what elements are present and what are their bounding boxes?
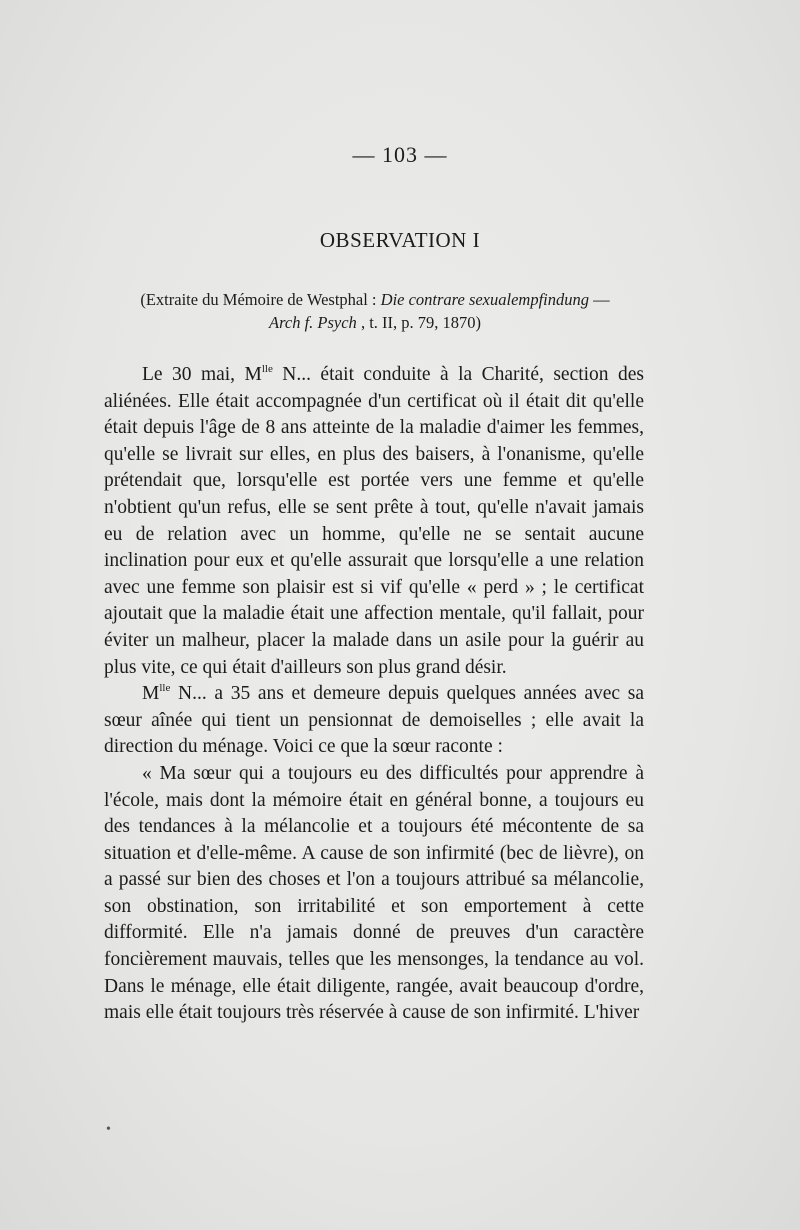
paragraph-1	[104, 362, 644, 681]
citation-dash: —	[589, 290, 610, 309]
observation-title: OBSERVATION I	[319, 228, 481, 252]
paragraph-2-start: M	[142, 683, 160, 705]
paragraph-2	[104, 681, 644, 761]
page-number: — 103 —	[352, 142, 448, 167]
citation-journal: Arch f. Psych	[268, 313, 357, 332]
paragraph-3	[104, 761, 644, 1027]
paragraph-2-sup: lle	[159, 682, 171, 695]
paragraph-1-sup: lle	[261, 363, 273, 375]
paragraph-2-rest: N... a 35 ans et demeure depuis quelques années avec sa sœur aînée qui tient un pensionnat de demoiselles ; elle avait la direction du ménage. Voici ce que la sœur raconte :	[104, 683, 644, 758]
paragraph-3-start: « Ma sœur qui a toujours eu des difficultés pour apprendre à l'école, mais dont la mémoire était en général bonne, a toujours eu des tendances à la mélancolie et a toujours été mécontente de sa situation et d'elle-même. A cause de son infirmité (bec de lièvre), on a passé sur bien des choses et l'on a toujours attribué sa mélancolie, son obstination, son irritabilité et son emportement à cette difformité. Elle n'a jamais donné de preuves d'un caractère foncièrement mauvais, telles que les mensonges, la tendance au vol. Dans le ménage, elle était diligente, rangée, avait beaucoup d'ordre, mais elle était toujours très réservée à cause de son infirmité. L'hiver	[104, 762, 644, 1024]
paragraph-1-start: Le 30 mai, M	[142, 364, 262, 385]
body-text	[104, 362, 644, 1027]
citation-prefix: (Extraite du Mémoire de Westphal :	[140, 290, 381, 309]
citation-suffix: , t. II, p. 79, 1870)	[356, 313, 482, 332]
source-citation	[105, 288, 645, 334]
stray-mark: •	[106, 1122, 111, 1137]
citation-work-title: Die contrare sexualempfindung	[380, 290, 590, 309]
paragraph-1-rest: N... était conduite à la Charité, section des aliénées. Elle était accompagnée d'un certificat où il était dit qu'elle était depuis l'âge de 8 ans atteinte de la maladie d'aimer les femmes, qu'elle se livrait sur elles, en plus des baisers, à l'onanisme, qu'elle prétendait que, lorsqu'elle est portée vers une femme et qu'elle n'obtient qu'un refus, elle se sent prête à tout, qu'elle n'avait jamais eu de relation avec un homme, qu'elle ne se sentait aucune inclination pour eux et qu'elle assurait que lorsqu'elle a une relation avec une femme son plaisir est si vif qu'elle « perd » ; le certificat ajoutait que la maladie était une affection mentale, qu'il fallait, pour éviter un malheur, placer la malade dans un asile pour la guérir au plus vite, ce qui était d'ailleurs son plus grand désir.	[104, 364, 644, 678]
